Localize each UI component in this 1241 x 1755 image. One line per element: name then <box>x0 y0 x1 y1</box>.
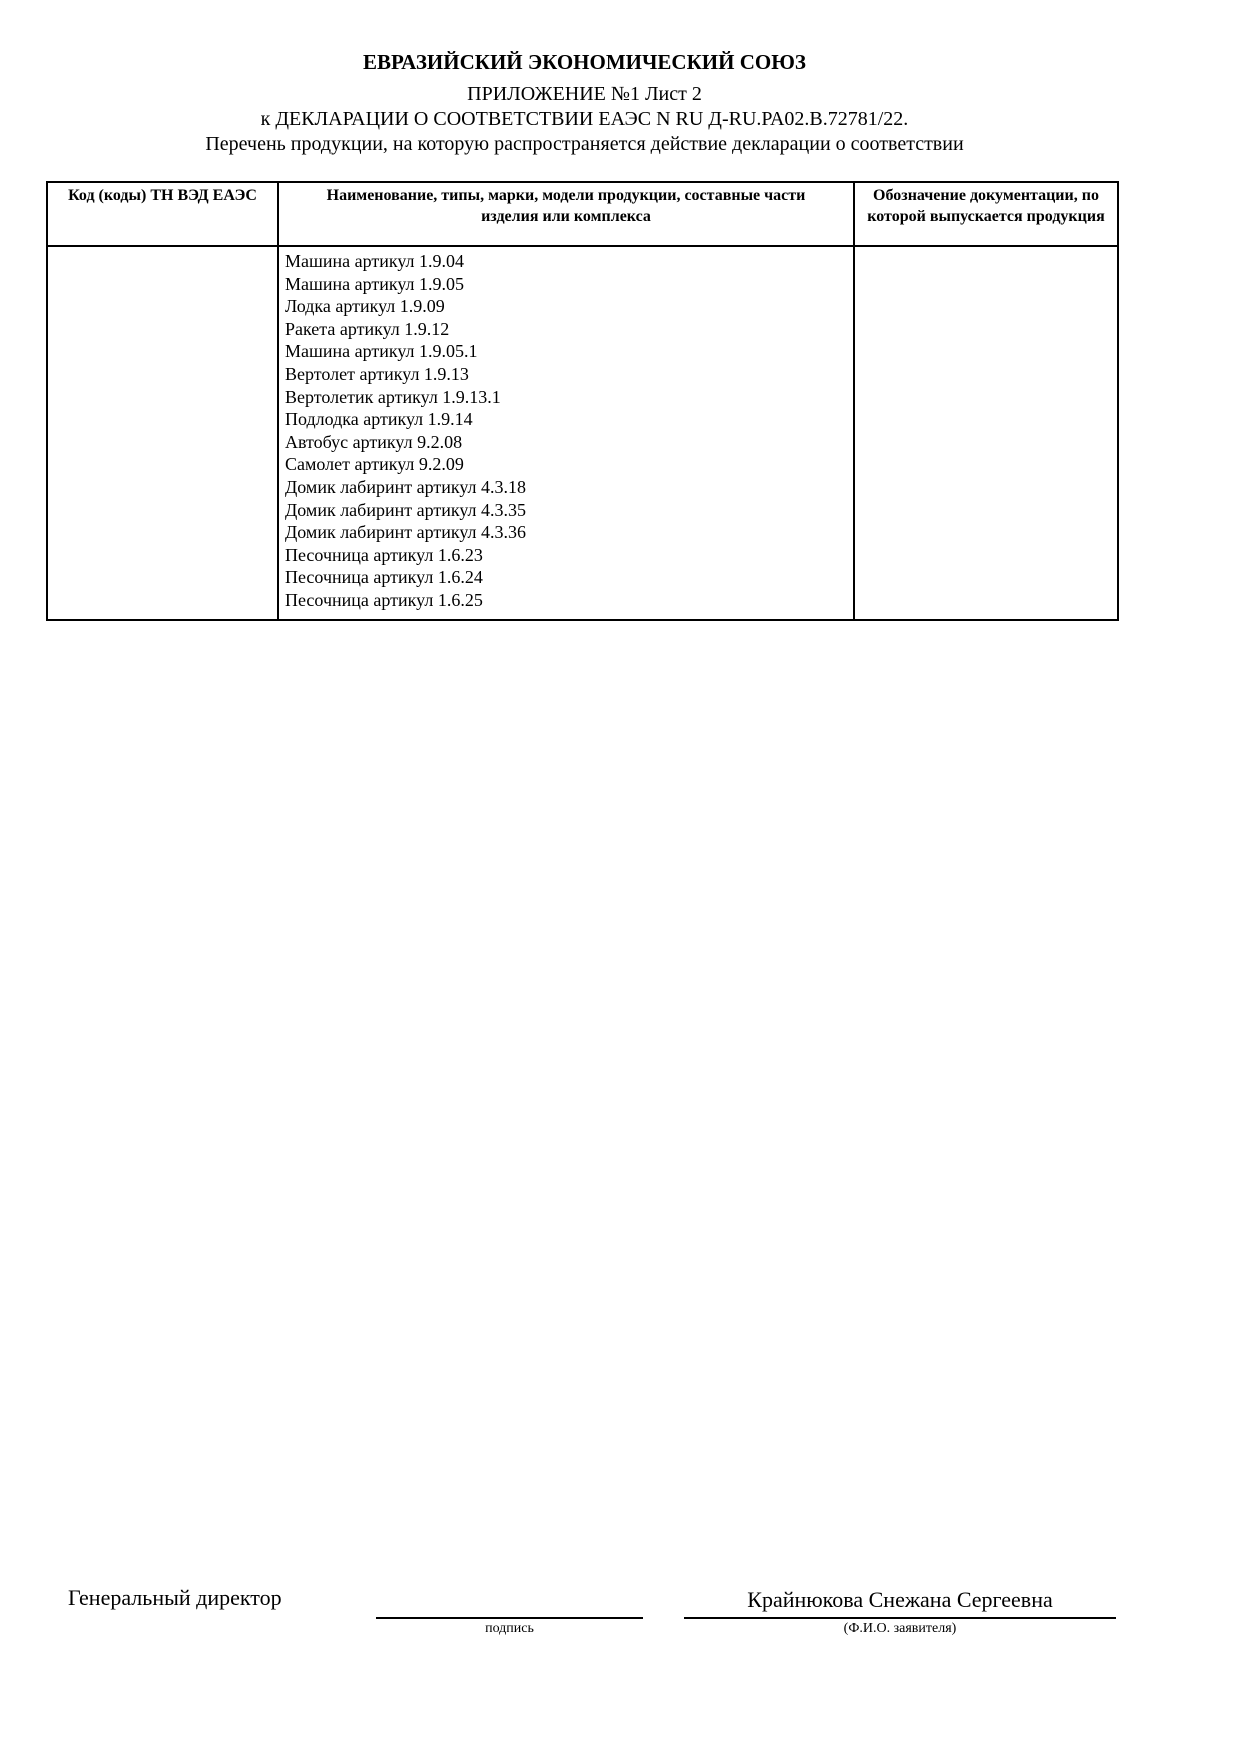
list-item: Машина артикул 1.9.04 <box>285 251 465 271</box>
list-item: Машина артикул 1.9.05.1 <box>285 341 478 362</box>
list-item: Домик лабиринт артикул 4.3.36 <box>285 522 527 543</box>
union-title: ЕВРАЗИЙСКИЙ ЭКОНОМИЧЕСКИЙ СОЮЗ <box>363 50 806 74</box>
list-item: Песочница артикул 1.6.24 <box>285 567 483 588</box>
column-header-documentation: Обозначение документации, по которой выпускается продукция <box>854 182 1118 246</box>
column-header-names: Наименование, типы, марки, модели продукции, составные части изделия или комплекса <box>278 182 854 246</box>
name-line <box>684 1617 1116 1619</box>
list-item: Лодка артикул 1.9.09 <box>285 296 445 317</box>
products-table <box>46 181 1119 621</box>
list-item: Вертолетик артикул 1.9.13.1 <box>285 386 501 407</box>
product-list-title: Перечень продукции, на которую распространяется действие декларации о соответствии <box>205 133 964 155</box>
name-caption: (Ф.И.О. заявителя) <box>843 1621 957 1636</box>
table-header-row <box>47 182 1118 246</box>
signatory-position: Генеральный директор <box>68 1585 282 1610</box>
codes-cell <box>47 246 278 620</box>
list-item: Подлодка артикул 1.9.14 <box>285 409 473 430</box>
declaration-number: к ДЕКЛАРАЦИИ О СООТВЕТСТВИИ ЕАЭС N RU Д-RU.РА02.В.72781/22. <box>260 108 909 130</box>
signature-line <box>376 1617 643 1619</box>
list-item: Самолет артикул 9.2.09 <box>285 454 464 475</box>
appendix-title: ПРИЛОЖЕНИЕ №1 Лист 2 <box>467 83 702 105</box>
list-item: Автобус артикул 9.2.08 <box>285 431 463 452</box>
table-row <box>47 246 1118 620</box>
items-cell <box>278 246 854 620</box>
list-item: Песочница артикул 1.6.25 <box>285 589 483 610</box>
signature-caption: подпись <box>485 1621 534 1636</box>
list-item: Машина артикул 1.9.05 <box>285 273 465 294</box>
list-item: Домик лабиринт артикул 4.3.18 <box>285 476 527 497</box>
list-item: Ракета артикул 1.9.12 <box>285 318 450 339</box>
documentation-cell <box>854 246 1118 620</box>
column-header-codes: Код (коды) ТН ВЭД ЕАЭС <box>47 182 278 246</box>
list-item: Песочница артикул 1.6.23 <box>285 544 483 565</box>
list-item: Домик лабиринт артикул 4.3.35 <box>285 499 527 520</box>
signatory-name: Крайнюкова Снежана Сергеевна <box>747 1587 1053 1612</box>
list-item: Вертолет артикул 1.9.13 <box>285 363 469 384</box>
